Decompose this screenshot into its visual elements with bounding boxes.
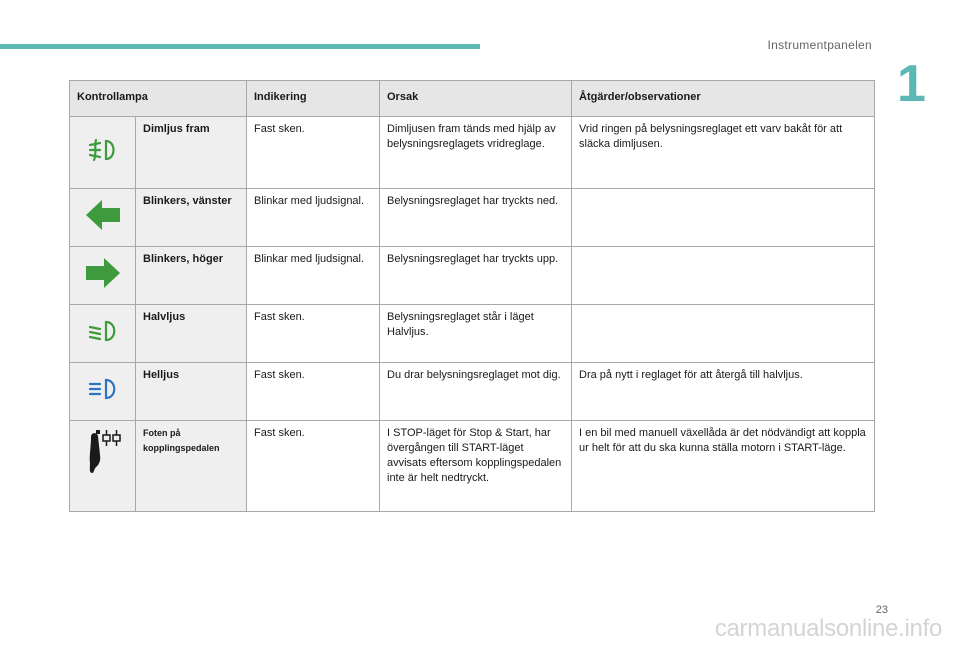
table-header-row: [70, 81, 875, 117]
warning-lamps-table: [69, 80, 875, 512]
header-accent-bar: [0, 44, 480, 49]
lamp-action: Vrid ringen på belysningsreglaget ett varv bakåt för att släcka dimljusen.: [572, 117, 875, 189]
front-fog-light-icon: [86, 137, 120, 163]
lamp-cause: Belysningsreglaget står i läget Halvljus.: [380, 305, 572, 363]
lamp-indication: Fast sken.: [247, 305, 380, 363]
lamp-icon-cell: [70, 247, 136, 305]
table-row: [70, 247, 875, 305]
lamp-icon-cell: [70, 117, 136, 189]
turn-signal-right-icon: [83, 255, 123, 291]
main-beam-icon: [86, 377, 120, 401]
lamp-cause: I STOP-läget för Stop & Start, har övergången till START-läget avvisats eftersom kopplingspedalen inte är helt nedtryckt.: [380, 421, 572, 512]
lamp-name: Dimljus fram: [136, 117, 247, 189]
column-header: Kontrollampa: [70, 81, 247, 117]
lamp-indication: Blinkar med ljudsignal.: [247, 247, 380, 305]
lamp-icon-cell: [70, 363, 136, 421]
lamp-name: Helljus: [136, 363, 247, 421]
lamp-action: [572, 189, 875, 247]
chapter-number: 1: [897, 55, 926, 113]
dipped-beam-icon: [86, 319, 120, 343]
lamp-icon-cell: [70, 189, 136, 247]
lamp-cause: Du drar belysningsreglaget mot dig.: [380, 363, 572, 421]
column-header: Orsak: [380, 81, 572, 117]
section-title: Instrumentpanelen: [767, 38, 872, 52]
lamp-action: [572, 305, 875, 363]
table-row: [70, 305, 875, 363]
lamp-action: [572, 247, 875, 305]
foot-on-clutch-pedal-icon: [83, 427, 123, 475]
table-row: [70, 117, 875, 189]
watermark: carmanualsonline.info: [714, 615, 942, 642]
page-number: 23: [875, 604, 888, 616]
lamp-indication: Fast sken.: [247, 117, 380, 189]
lamp-indication: Fast sken.: [247, 421, 380, 512]
lamp-icon-cell: [70, 305, 136, 363]
lamp-name: Halvljus: [136, 305, 247, 363]
lamp-action: I en bil med manuell växellåda är det nödvändigt att koppla ur helt för att du ska kunna ställa motorn i START-läge.: [572, 421, 875, 512]
column-header: Åtgärder/observationer: [572, 81, 875, 117]
turn-signal-left-icon: [83, 197, 123, 233]
lamp-name: Blinkers, vänster: [136, 189, 247, 247]
lamp-icon-cell: [70, 421, 136, 512]
lamp-name: Foten på kopplingspedalen: [136, 421, 247, 512]
table-row: [70, 189, 875, 247]
lamp-cause: Belysningsreglaget har tryckts ned.: [380, 189, 572, 247]
lamp-cause: Belysningsreglaget har tryckts upp.: [380, 247, 572, 305]
table-row: [70, 363, 875, 421]
lamp-indication: Fast sken.: [247, 363, 380, 421]
lamp-cause: Dimljusen fram tänds med hjälp av belysningsreglagets vridreglage.: [380, 117, 572, 189]
lamp-indication: Blinkar med ljudsignal.: [247, 189, 380, 247]
table-row: [70, 421, 875, 512]
lamp-action: Dra på nytt i reglaget för att återgå till halvljus.: [572, 363, 875, 421]
lamp-name: Blinkers, höger: [136, 247, 247, 305]
column-header: Indikering: [247, 81, 380, 117]
